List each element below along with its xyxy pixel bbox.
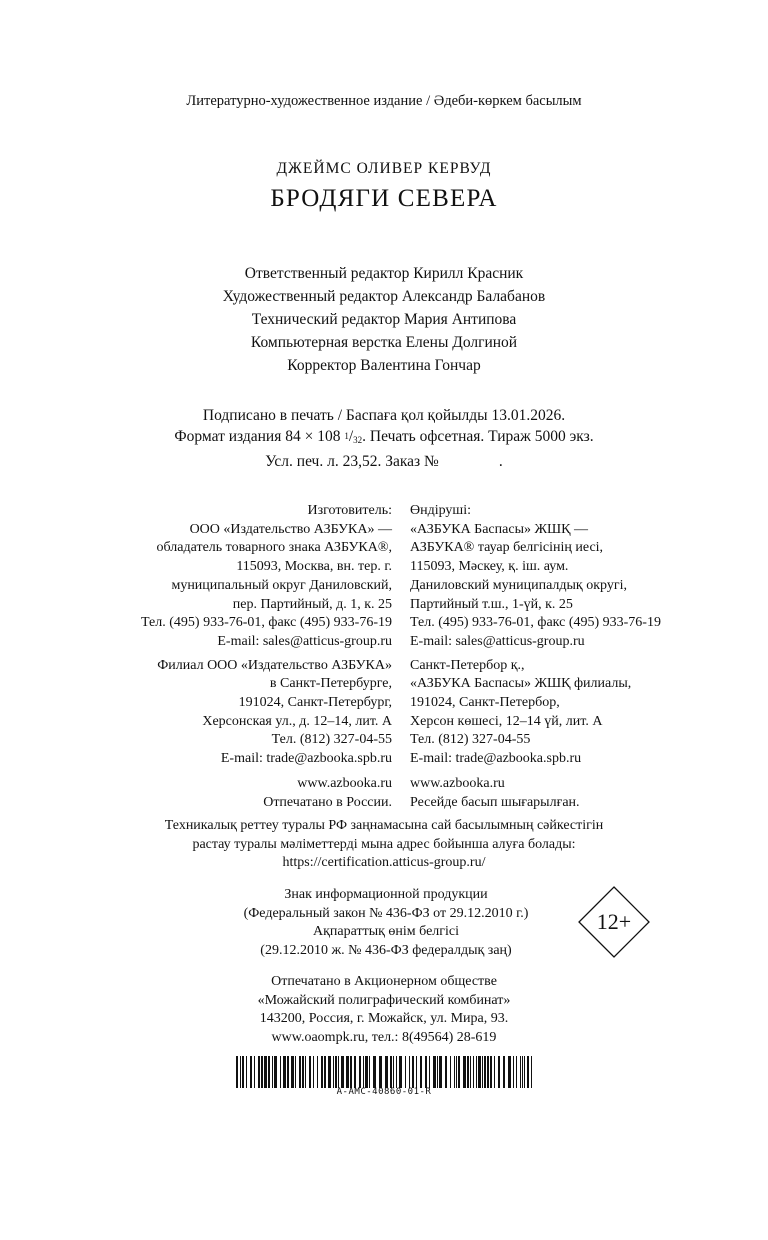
printer-line: «Можайский полиграфический комбинат» — [257, 992, 511, 1008]
barcode-bar — [258, 1056, 260, 1088]
barcode-bar — [508, 1056, 511, 1088]
info-line: Санкт-Петербор қ., — [410, 657, 525, 673]
manufacturer-russian — [141, 502, 392, 812]
barcode-bar — [309, 1056, 311, 1088]
barcode-bar — [254, 1056, 255, 1088]
barcode-bar — [369, 1056, 370, 1088]
credit-line: Технический редактор Мария Антипова — [251, 311, 517, 328]
barcode-bar — [379, 1056, 382, 1088]
barcode-bar — [503, 1056, 505, 1088]
barcode-bar — [409, 1056, 410, 1088]
info-line: 115093, Москва, вн. тер. г. — [236, 559, 392, 575]
barcode-bar — [399, 1056, 402, 1088]
credits-block — [0, 262, 768, 377]
barcode-bar — [328, 1056, 331, 1088]
barcode-image — [236, 1056, 532, 1088]
barcode-bar — [299, 1056, 301, 1088]
info-line: в Санкт-Петербурге, — [269, 676, 392, 692]
barcode-bar — [520, 1056, 521, 1088]
barcode-bar — [272, 1056, 273, 1088]
format-den: 32 — [353, 435, 363, 445]
barcode-bar — [516, 1056, 517, 1088]
info-line: «АЗБУКА Баспасы» ЖШҚ филиалы, — [410, 676, 632, 692]
info-line: Ресейде басып шығарылған. — [410, 794, 580, 810]
barcode-bar — [324, 1056, 326, 1088]
format-slash: / — [348, 428, 354, 445]
barcode-bar — [264, 1056, 267, 1088]
barcode-bar — [470, 1056, 471, 1088]
barcode-bar — [295, 1056, 296, 1088]
sheets-end: . — [498, 453, 503, 470]
barcode-bar — [439, 1056, 442, 1088]
age-rating-label: 12+ — [596, 909, 632, 934]
info-line: 191024, Санкт-Петербор, — [410, 695, 560, 711]
barcode-bar — [350, 1056, 352, 1088]
barcode-bar — [274, 1056, 277, 1088]
barcode-bar — [463, 1056, 466, 1088]
sheets-text: Усл. печ. л. 23,52. Заказ № — [265, 453, 439, 470]
info-line: E-mail: trade@azbooka.spb.ru — [220, 751, 392, 767]
barcode-bar — [390, 1056, 392, 1088]
barcode-bar — [456, 1056, 457, 1088]
printer-line: Отпечатано в Акционерном обществе — [271, 974, 497, 989]
info-line: Изготовитель: — [307, 503, 392, 518]
format-line — [0, 426, 768, 451]
info-line: Тел. (495) 933-76-01, факс (495) 933-76-19 — [141, 615, 392, 631]
info-line: ООО «Издательство АЗБУКА» — — [189, 521, 392, 537]
cert-line: Техникалық реттеу туралы РФ заңнамасына сай басылымның сәйкестігін — [164, 818, 604, 833]
barcode-bar — [393, 1056, 394, 1088]
barcode-bar — [354, 1056, 356, 1088]
barcode-bar — [240, 1056, 241, 1088]
barcode-bar — [335, 1056, 337, 1088]
barcode-bar — [302, 1056, 304, 1088]
barcode-bar — [482, 1056, 483, 1088]
cert-line: растау туралы мәліметтерді мына адрес бойынша алуға болады: — [192, 836, 576, 852]
book-title: БРОДЯГИ СЕВЕРА — [270, 185, 498, 212]
barcode-bar — [246, 1056, 247, 1088]
info-line: пер. Партийный, д. 1, к. 25 — [232, 596, 392, 612]
barcode-bar — [373, 1056, 376, 1088]
barcode-bar — [236, 1056, 238, 1088]
barcode-bar — [346, 1056, 349, 1088]
sign-line: Ақпараттық өнім белгісі — [312, 924, 460, 939]
info-line: Даниловский муниципалдық округі, — [410, 577, 627, 593]
barcode-bar — [321, 1056, 323, 1088]
info-line: муниципальный округ Даниловский, — [171, 577, 392, 593]
format-pre: Формат издания 84 × 108 — [174, 428, 345, 445]
barcode-bar — [473, 1056, 474, 1088]
info-line: E-mail: trade@azbooka.spb.ru — [410, 751, 582, 767]
barcode-bar — [476, 1056, 477, 1088]
credit-line: Корректор Валентина Гончар — [287, 357, 481, 374]
info-line: Филиал ООО «Издательство АЗБУКА» — [157, 657, 392, 673]
info-line: Херсонская ул., д. 12–14, лит. А — [202, 713, 392, 729]
barcode-bar — [531, 1056, 532, 1088]
barcode-bar — [527, 1056, 529, 1088]
barcode-bar — [365, 1056, 368, 1088]
format-post: . Печать офсетная. Тираж 5000 экз. — [362, 428, 594, 445]
barcode-bar — [313, 1056, 314, 1088]
barcode-bar — [420, 1056, 422, 1088]
barcode-bar — [437, 1056, 438, 1088]
barcode-bar — [268, 1056, 270, 1088]
barcode-bar — [513, 1056, 514, 1088]
barcode-bar — [467, 1056, 469, 1088]
barcode-bar — [242, 1056, 244, 1088]
barcode-bar — [359, 1056, 361, 1088]
barcode-bar — [450, 1056, 451, 1088]
format-num: 1 — [344, 431, 349, 441]
info-line: Отпечатано в России. — [263, 794, 392, 810]
certification-note — [0, 817, 768, 873]
barcode-bar — [250, 1056, 252, 1088]
series-line: Литературно-художественное издание / Әдеби-көркем басылым — [186, 93, 582, 109]
barcode-bar — [287, 1056, 289, 1088]
barcode-bar — [283, 1056, 286, 1088]
barcode-bar — [341, 1056, 344, 1088]
barcode-code: A-AMC-40860-01-R — [336, 1087, 432, 1097]
barcode-bar — [317, 1056, 318, 1088]
barcode-bar — [522, 1056, 523, 1088]
barcode-bar — [261, 1056, 263, 1088]
credit-line: Ответственный редактор Кирилл Красник — [244, 265, 524, 282]
printer-line: 143200, Россия, г. Можайск, ул. Мира, 93. — [259, 1011, 509, 1026]
info-line: «АЗБУКА Баспасы» ЖШҚ — — [410, 521, 588, 537]
info-line: www.azbooka.ru — [410, 775, 505, 791]
info-line: Тел. (495) 933-76-01, факс (495) 933-76-19 — [410, 615, 661, 631]
barcode-bar — [490, 1056, 492, 1088]
cert-url: https://certification.atticus-group.ru/ — [282, 855, 486, 871]
info-line: E-mail: sales@atticus-group.ru — [410, 633, 585, 649]
info-sign-block — [220, 886, 552, 960]
credit-line: Художественный редактор Александр Балабанов — [222, 288, 546, 305]
barcode-bar — [458, 1056, 460, 1088]
info-line: Херсон көшесі, 12–14 үй, лит. А — [410, 713, 603, 729]
barcode-bar — [433, 1056, 436, 1088]
info-line: Өндіруші: — [410, 503, 471, 518]
barcode-bar — [396, 1056, 397, 1088]
printer-line: www.oaompk.ru, тел.: 8(49564) 28-619 — [271, 1029, 497, 1045]
sheets-line — [0, 451, 768, 472]
info-line: обладатель товарного знака АЗБУКА®, — [156, 540, 392, 556]
barcode-bar — [405, 1056, 406, 1088]
signed-line: Подписано в печать / Баспаға қол қойылды 13.01.2026. — [202, 407, 566, 424]
barcode-bar — [333, 1056, 334, 1088]
barcode-bar — [487, 1056, 489, 1088]
barcode-bar — [494, 1056, 495, 1088]
barcode-bar — [305, 1056, 306, 1088]
manufacturer-kazakh — [410, 502, 661, 812]
info-line: Тел. (812) 327-04-55 — [271, 732, 392, 748]
barcode-bar — [498, 1056, 500, 1088]
info-line: 115093, Мәскеу, қ. іш. аум. — [410, 559, 569, 575]
info-line: 191024, Санкт-Петербург, — [238, 695, 392, 711]
barcode-bar — [524, 1056, 525, 1088]
barcode-bar — [280, 1056, 281, 1088]
barcode-bar — [363, 1056, 364, 1088]
author-name: ДЖЕЙМС ОЛИВЕР КЕРВУД — [276, 160, 492, 177]
credit-line: Компьютерная верстка Елены Долгиной — [250, 334, 518, 351]
info-line: E-mail: sales@atticus-group.ru — [217, 633, 392, 649]
info-line: Партийный т.ш., 1-үй, к. 25 — [410, 596, 573, 612]
barcode-bar — [385, 1056, 388, 1088]
sign-line: (29.12.2010 ж. № 436-ФЗ федералдық заң) — [260, 942, 512, 958]
barcode-bar — [416, 1056, 417, 1088]
barcode-bar — [454, 1056, 455, 1088]
info-line: Тел. (812) 327-04-55 — [410, 732, 531, 748]
info-line: АЗБУКА® тауар белгісінің иесі, — [410, 540, 604, 556]
sign-line: (Федеральный закон № 436-ФЗ от 29.12.2010 г.) — [243, 905, 529, 921]
sign-line: Знак информационной продукции — [284, 887, 488, 902]
imprint-block — [0, 405, 768, 472]
barcode-bar — [291, 1056, 294, 1088]
printer-block — [0, 973, 768, 1047]
info-line: www.azbooka.ru — [297, 775, 392, 791]
barcode-bar — [445, 1056, 447, 1088]
barcode-bar — [429, 1056, 430, 1088]
age-rating-badge — [578, 886, 650, 958]
barcode-bar — [412, 1056, 414, 1088]
barcode-bar — [338, 1056, 339, 1088]
barcode-bar — [478, 1056, 481, 1088]
barcode-bar — [425, 1056, 427, 1088]
barcode-bar — [484, 1056, 486, 1088]
